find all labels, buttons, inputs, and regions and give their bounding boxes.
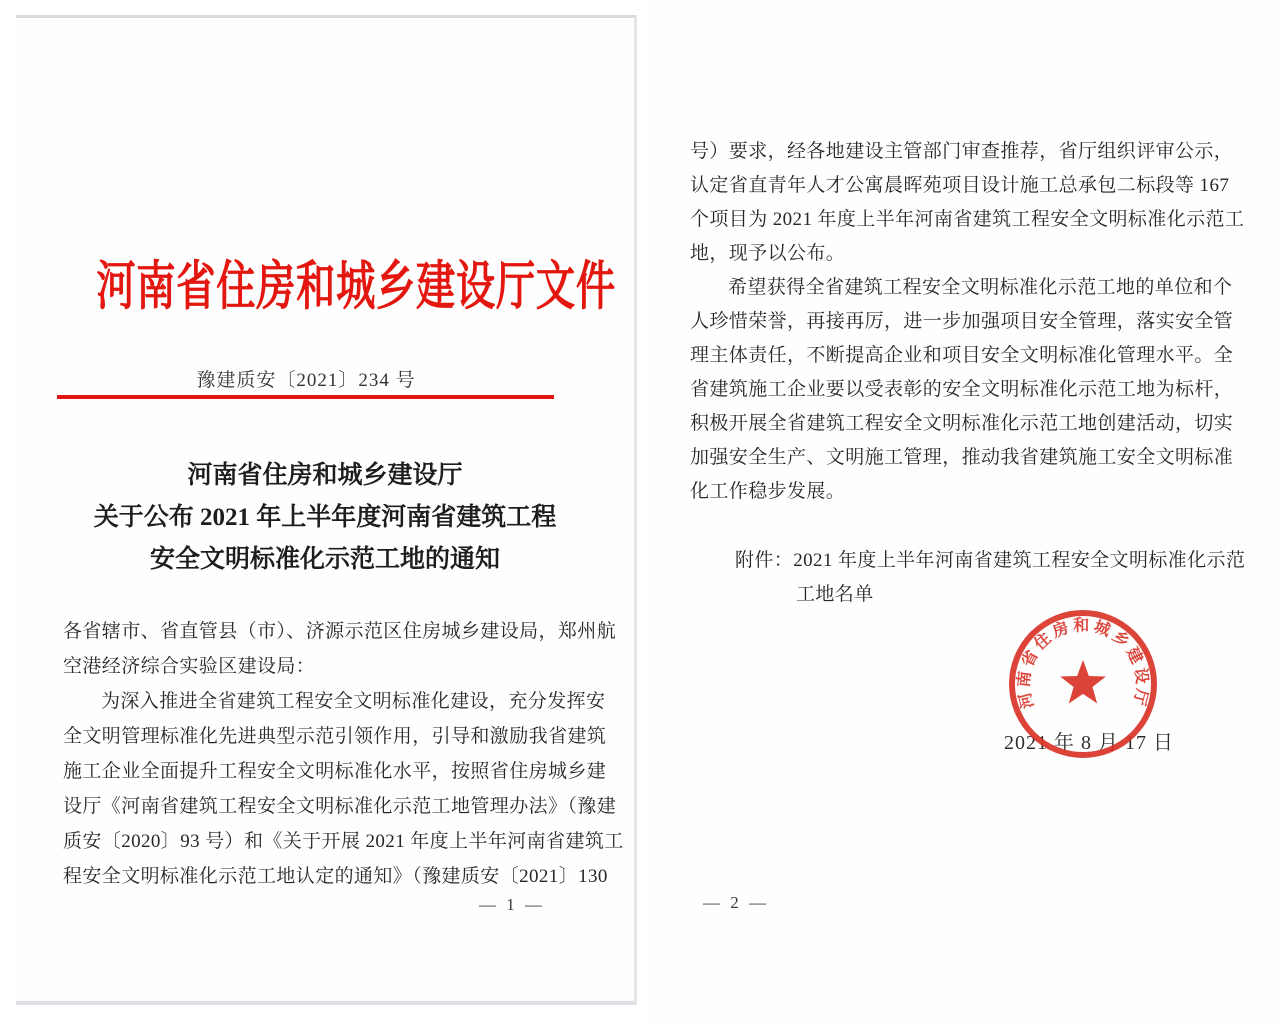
body-line: 号）要求，经各地建设主管部门审查推荐，省厅组织评审公示， xyxy=(690,141,1234,162)
body-line: 认定省直青年人才公寓晨晖苑项目设计施工总承包二标段等 167 xyxy=(690,175,1230,196)
page-2 xyxy=(648,0,1280,1024)
notice-title-line: 河南省住房和城乡建设厅 xyxy=(187,462,463,489)
body-line: 个项目为 2021 年度上半年河南省建筑工程安全文明标准化示范工 xyxy=(690,209,1245,230)
body-line: 希望获得全省建筑工程安全文明标准化示范工地的单位和个 xyxy=(728,277,1233,298)
issue-date: 2021 年 8 月 17 日 xyxy=(1004,732,1174,754)
attachment-line: 附件：2021 年度上半年河南省建筑工程安全文明标准化示范 xyxy=(735,550,1246,571)
page2-number: — 2 — xyxy=(703,893,769,912)
body-line: 全文明管理标准化先进典型示范引领作用，引导和激励我省建筑 xyxy=(63,726,607,747)
body-line: 空港经济综合实验区建设局： xyxy=(63,656,316,677)
seal-text: 河南省住房和城乡建设厅 xyxy=(1015,617,1151,711)
notice-title-line: 关于公布 2021 年上半年度河南省建筑工程 xyxy=(93,504,557,531)
red-divider-line xyxy=(57,395,554,399)
body-line: 各省辖市、省直管县（市）、济源示范区住房城乡建设局，郑州航 xyxy=(63,621,617,642)
notice-title xyxy=(16,455,634,581)
attachment-line: 工地名单 xyxy=(796,584,874,605)
body-line: 施工企业全面提升工程安全文明标准化水平，按照省住房城乡建 xyxy=(63,761,607,782)
body-line: 省建筑施工企业要以受表彰的安全文明标准化示范工地为标杆， xyxy=(690,379,1234,400)
body-line: 质安〔2020〕93 号）和《关于开展 2021 年度上半年河南省建筑工 xyxy=(63,831,624,852)
page1-body-text xyxy=(63,614,624,894)
body-line: 理主体责任，不断提高企业和项目安全文明标准化管理水平。全 xyxy=(690,345,1234,366)
body-line: 程安全文明标准化示范工地认定的通知》（豫建质安〔2021〕130 xyxy=(63,866,608,887)
letterhead-title: 河南省住房和城乡建设厅文件 xyxy=(96,258,616,316)
body-line: 人珍惜荣誉，再接再厉，进一步加强项目安全管理，落实安全管 xyxy=(690,311,1234,332)
page1-number: — 1 — xyxy=(479,895,545,914)
body-line: 积极开展全省建筑工程安全文明标准化示范工地创建活动，切实 xyxy=(690,413,1234,434)
document-number: 豫建质安〔2021〕234 号 xyxy=(196,370,416,391)
official-seal xyxy=(1003,604,1163,764)
seal-star-icon xyxy=(1060,660,1106,704)
notice-title-line: 安全文明标准化示范工地的通知 xyxy=(149,546,500,573)
body-line: 加强安全生产、文明施工管理，推动我省建筑施工安全文明标准 xyxy=(690,447,1234,468)
body-line: 设厅《河南省建筑工程安全文明标准化示范工地管理办法》（豫建 xyxy=(63,796,617,817)
body-line: 化工作稳步发展。 xyxy=(690,481,846,502)
body-line: 地，现予以公布。 xyxy=(690,243,846,264)
attachment-note xyxy=(690,544,1246,612)
body-line: 为深入推进全省建筑工程安全文明标准化建设，充分发挥安 xyxy=(101,691,606,712)
page-1 xyxy=(16,15,637,1005)
page2-body-text xyxy=(690,135,1245,509)
